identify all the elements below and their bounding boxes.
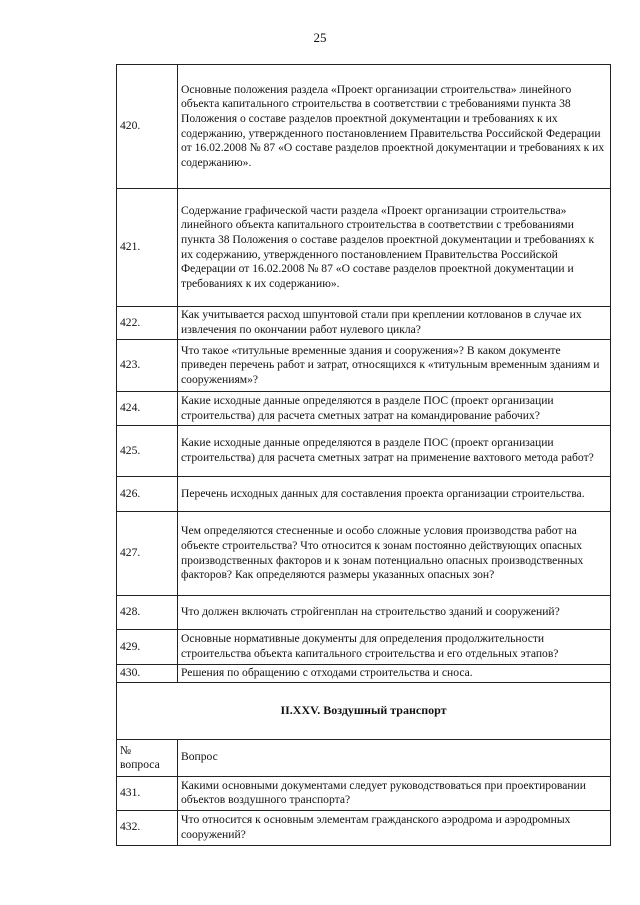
question-number: 429. (117, 630, 178, 665)
table-row (117, 810, 611, 845)
table-row (117, 665, 611, 683)
table-row (117, 392, 611, 426)
table-row (117, 65, 611, 189)
question-text: Какие исходные данные определяются в разделе ПОС (проект организации строительства) для расчета сметных затрат на командирование рабочих? (178, 392, 611, 426)
header-number-label: вопроса (120, 757, 160, 771)
header-number-symbol: № (120, 743, 132, 757)
question-text: Что должен включать стройгенплан на строительство зданий и сооружений? (178, 596, 611, 630)
table-row (117, 776, 611, 810)
table-row (117, 477, 611, 512)
table-row (117, 307, 611, 340)
column-header-number (117, 739, 178, 776)
table-row (117, 189, 611, 307)
question-number: 428. (117, 596, 178, 630)
question-text: Как учитывается расход шпунтовой стали при креплении котлованов в случае их извлечения по окончании работ нулевого цикла? (178, 307, 611, 340)
table-row (117, 596, 611, 630)
question-number: 424. (117, 392, 178, 426)
question-number: 426. (117, 477, 178, 512)
question-number: 420. (117, 65, 178, 189)
question-number: 422. (117, 307, 178, 340)
question-number: 423. (117, 340, 178, 392)
section-title: II.XXV. Воздушный транспорт (117, 682, 611, 739)
table-header-row (117, 739, 611, 776)
question-text: Чем определяются стесненные и особо сложные условия производства работ на объекте строительства? Что относится к зонам постоянно действующих опасных производственных факторов и к зонам потенциально опасных производственных факторов? Как определяются размеры указанных опасных зон? (178, 512, 611, 596)
section-row (117, 682, 611, 739)
page-number: 25 (313, 30, 327, 45)
question-number: 421. (117, 189, 178, 307)
question-text: Какими основными документами следует руководствоваться при проектировании объектов воздушного транспорта? (178, 776, 611, 810)
question-text: Решения по обращению с отходами строительства и сноса. (178, 665, 611, 683)
question-number: 427. (117, 512, 178, 596)
table-row (117, 426, 611, 477)
question-number: 430. (117, 665, 178, 683)
question-number: 432. (117, 810, 178, 845)
question-text: Перечень исходных данных для составления проекта организации строительства. (178, 477, 611, 512)
question-text: Что такое «титульные временные здания и сооружения»? В каком документе приведен перечень работ и затрат, относящихся к «титульным временным зданиям и сооружениям»? (178, 340, 611, 392)
question-text: Содержание графической части раздела «Проект организации строительства» линейного объекта капитального строительства в соответствии с требованиями пункта 38 Положения о составе разделов проектной документации и требованиях к их содержанию, утвержденного постановлением Правительства Российской Федерации от 16.02.2008 № 87 «О составе разделов проектной документации и требованиях к их содержанию». (178, 189, 611, 307)
question-text: Какие исходные данные определяются в разделе ПОС (проект организации строительства) для расчета сметных затрат на применение вахтового метода работ? (178, 426, 611, 477)
question-number: 425. (117, 426, 178, 477)
table-row (117, 340, 611, 392)
question-number: 431. (117, 776, 178, 810)
question-text: Что относится к основным элементам гражданского аэродрома и аэродромных сооружений? (178, 810, 611, 845)
column-header-question: Вопрос (178, 739, 611, 776)
table-row (117, 630, 611, 665)
questions-table (116, 64, 611, 846)
question-text: Основные нормативные документы для определения продолжительности строительства объекта капитального строительства и его отдельных этапов? (178, 630, 611, 665)
question-text: Основные положения раздела «Проект организации строительства» линейного объекта капитального строительства в соответствии с требованиями пункта 38 Положения о составе разделов проектной документации и требованиях к их содержанию, утвержденного постановлением Правительства Российской Федерации от 16.02.2008 № 87 «О составе разделов проектной документации и требованиях к их содержанию». (178, 65, 611, 189)
table-row (117, 512, 611, 596)
